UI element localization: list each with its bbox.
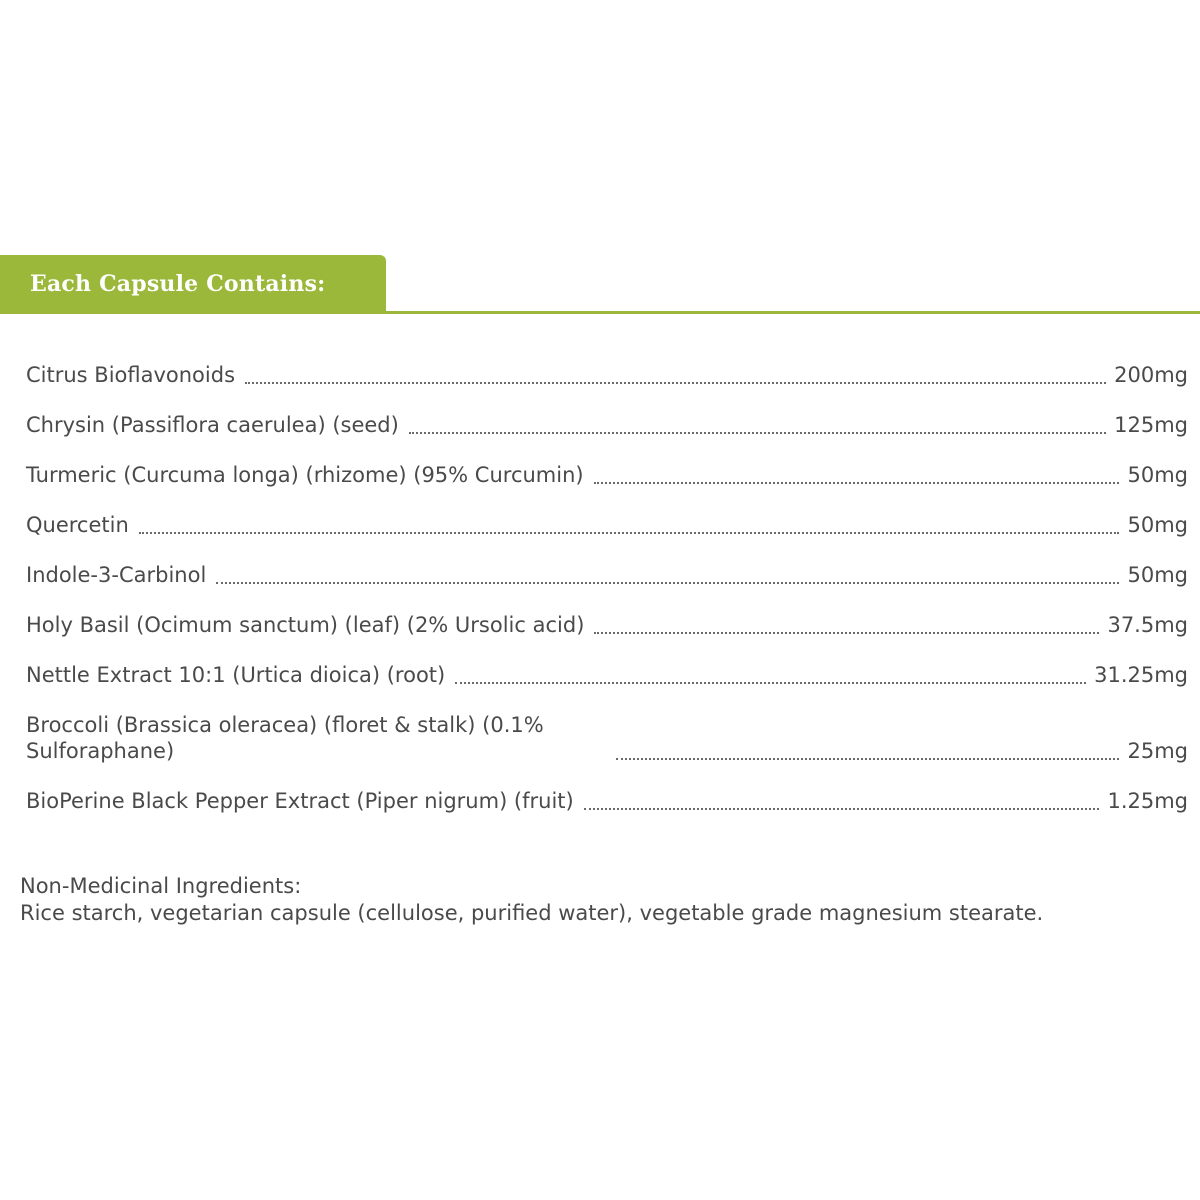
dotted-leader bbox=[455, 682, 1086, 684]
dotted-leader bbox=[594, 482, 1120, 484]
ingredient-name: BioPerine Black Pepper Extract (Piper nigrum) (fruit) bbox=[26, 789, 574, 813]
ingredient-row bbox=[26, 512, 1188, 538]
ingredient-name: Chrysin (Passiflora caerulea) (seed) bbox=[26, 413, 399, 437]
ingredient-row bbox=[26, 412, 1188, 438]
ingredient-name: Broccoli (Brassica oleracea) (floret & stalk) (0.1% Sulforaphane) bbox=[26, 713, 544, 763]
ingredient-row bbox=[26, 362, 1188, 388]
ingredient-name: Nettle Extract 10:1 (Urtica dioica) (root) bbox=[26, 663, 446, 687]
ingredient-amount: 37.5mg bbox=[1107, 613, 1188, 637]
ingredient-row bbox=[26, 462, 1188, 488]
ingredient-amount: 200mg bbox=[1114, 363, 1188, 387]
ingredient-amount: 25mg bbox=[1127, 739, 1188, 763]
ingredient-list bbox=[26, 362, 1188, 838]
ingredient-amount: 50mg bbox=[1127, 563, 1188, 587]
ingredient-amount: 1.25mg bbox=[1107, 789, 1188, 813]
ingredient-name: Turmeric (Curcuma longa) (rhizome) (95% Curcumin) bbox=[26, 463, 584, 487]
ingredient-row bbox=[26, 562, 1188, 588]
dotted-leader bbox=[584, 808, 1100, 810]
section-header-tab bbox=[0, 255, 386, 313]
dotted-leader bbox=[245, 382, 1106, 384]
ingredient-amount: 31.25mg bbox=[1094, 663, 1188, 687]
ingredient-row bbox=[26, 612, 1188, 638]
dotted-leader bbox=[216, 582, 1119, 584]
ingredient-name: Holy Basil (Ocimum sanctum) (leaf) (2% Ursolic acid) bbox=[26, 613, 585, 637]
ingredient-name: Citrus Bioflavonoids bbox=[26, 363, 236, 387]
ingredient-row bbox=[26, 712, 1188, 764]
ingredient-name: Indole-3-Carbinol bbox=[26, 563, 207, 587]
ingredient-row bbox=[26, 662, 1188, 688]
ingredient-amount: 50mg bbox=[1127, 513, 1188, 537]
non-medicinal-ingredients bbox=[20, 873, 1180, 927]
dotted-leader bbox=[594, 632, 1099, 634]
ingredient-name: Quercetin bbox=[26, 513, 129, 537]
dotted-leader bbox=[409, 432, 1106, 434]
ingredient-row bbox=[26, 788, 1188, 814]
non-medicinal-text: Rice starch, vegetarian capsule (cellulose, purified water), vegetable grade magnesium stearate. bbox=[20, 901, 1044, 925]
dotted-leader bbox=[139, 532, 1120, 534]
ingredient-amount: 125mg bbox=[1114, 413, 1188, 437]
non-medicinal-label: Non-Medicinal Ingredients: bbox=[20, 874, 302, 898]
ingredient-amount: 50mg bbox=[1127, 463, 1188, 487]
dotted-leader bbox=[616, 758, 1119, 760]
section-title: Each Capsule Contains: bbox=[30, 271, 326, 297]
header-divider bbox=[0, 311, 1200, 314]
